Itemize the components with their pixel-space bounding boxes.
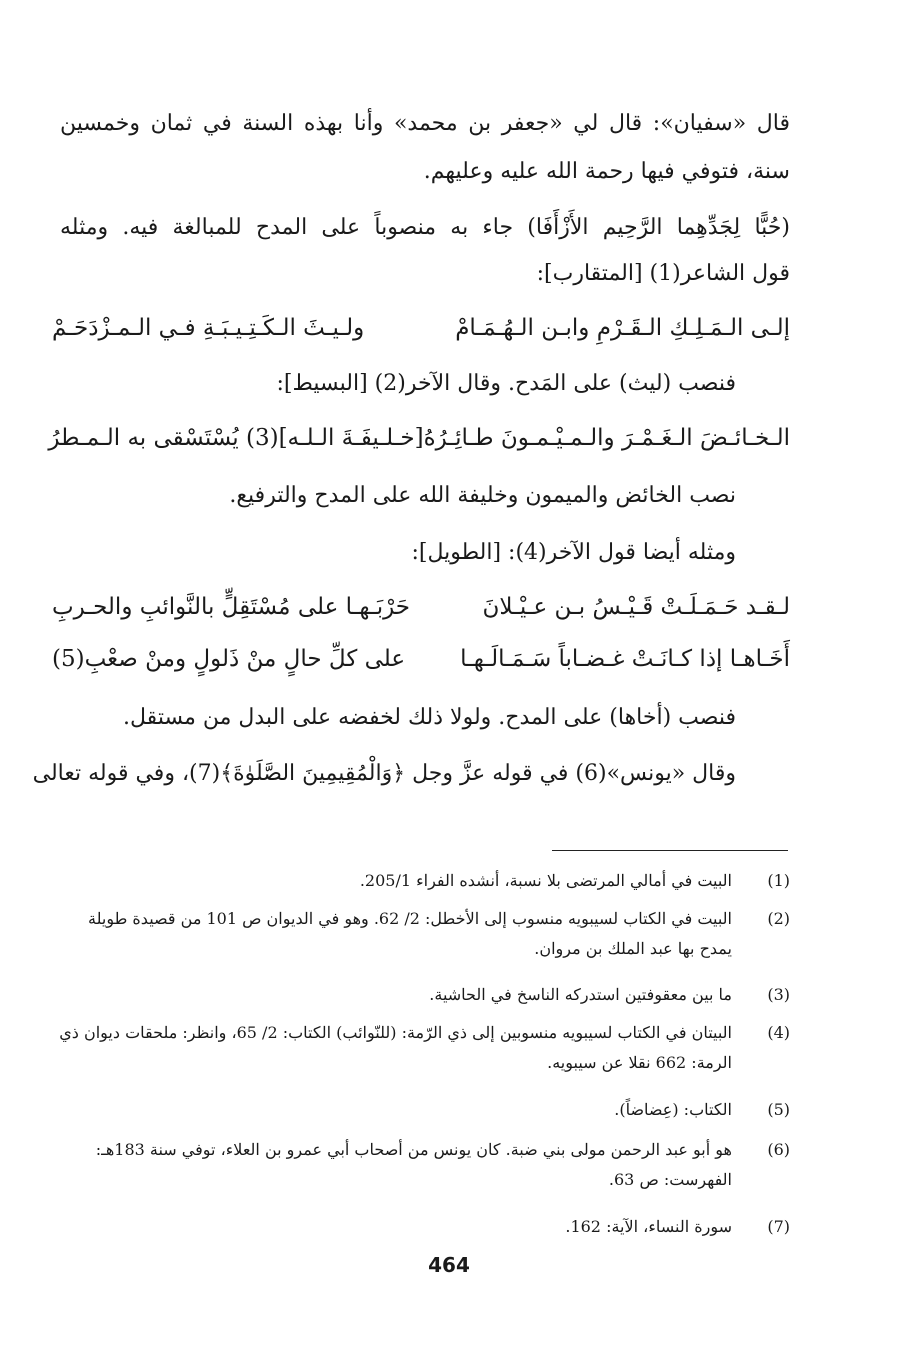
body-line-7: ومثله أيضا قول الآخر(4): [الطويل]:	[411, 540, 736, 565]
footnote-text: الكتاب: (عِضاضاً).	[614, 1100, 732, 1119]
body-line-3: (حُبًّا لِجَدِّهِما الرَّحِيم الأَزْأَفَا) جاء به منصوباً على المدح للمبالغة فيه. ومثله	[60, 215, 790, 240]
footnote-text: هو أبو عبد الرحمن مولى بني ضبة. كان يونس من أصحاب أبي عمرو بن العلاء، توفي سنة 183هـ: الفهرست: ص 63.	[95, 1140, 732, 1189]
footnote-number: (4)	[767, 1023, 790, 1042]
footnote-number: (6)	[767, 1140, 790, 1159]
verse-4	[52, 644, 790, 674]
footnote-6	[56, 1135, 790, 1195]
footnote-7	[56, 1212, 790, 1242]
footnote-text: البيتان في الكتاب لسيبويه منسوبين إلى ذي الرّمة: (للنّوائب) الكتاب: 2/ 65، وانظر: ملحقات ديوان ذي الرمة: 662 نقلا عن سيبويه.	[59, 1023, 732, 1072]
footnote-number: (3)	[767, 985, 790, 1004]
page-number: 464	[428, 1253, 470, 1277]
footnote-text: البيت في الكتاب لسيبويه منسوب إلى الأخطل: 2/ 62. وهو في الديوان ص 101 من قصيدة طويلة يمدح بها عبد الملك بن مروان.	[88, 909, 732, 958]
footnote-4	[56, 1018, 790, 1078]
footnote-text: سورة النساء، الآية: 162.	[565, 1217, 732, 1236]
footnote-1	[56, 866, 790, 896]
verse-4-second-hemistich: على كلِّ حالٍ منْ ذَلولٍ ومنْ صعْبِ(5)	[52, 646, 406, 672]
verse-2-second-hemistich: [خـلـيفَـةَ الـلـه](3) يُسْتَسْقى به الـمـطرُ	[48, 425, 424, 451]
verse-1-first-hemistich: إلـى الـمَـلِـكِ الـقَـرْمِ وابـن الـهُـمَـامْ	[455, 315, 790, 341]
body-line-5: فنصب (ليث) على المَدح. وقال الآخر(2) [البسيط]:	[276, 371, 736, 396]
footnote-number: (5)	[767, 1100, 790, 1119]
verse-3	[52, 592, 790, 622]
body-line-2: سنة، فتوفي فيها رحمة الله عليه وعليهم.	[423, 159, 790, 184]
verse-4-first-hemistich: أَخَـاهـا إذا كـانَـتْ غـضـاباً سَـمَـالَـهـا	[460, 646, 790, 672]
verse-3-second-hemistich: حَرْبَـهـا على مُسْتَقِلٍّ بالنَّوائبِ والحـربِ	[52, 594, 411, 620]
footnote-3	[56, 980, 790, 1010]
body-line-8: فنصب (أخاها) على المدح. ولولا ذلك لخفضه على البدل من مستقل.	[123, 705, 736, 730]
verse-3-first-hemistich: لـقـد حَـمَـلَـتْ قَـيْـسُ بـن عـيْـلانَ	[482, 594, 790, 620]
footnote-number: (2)	[767, 909, 790, 928]
verse-2	[48, 423, 790, 453]
footnote-text: البيت في أمالي المرتضى بلا نسبة، أنشده الفراء 205/1.	[359, 871, 732, 890]
body-line-6: نصب الخائض والميمون وخليفة الله على المدح والترفيع.	[229, 483, 736, 508]
body-line-4: قول الشاعر(1) [المتقارب]:	[536, 261, 790, 286]
footnote-2	[56, 904, 790, 964]
footnote-text: ما بين معقوفتين استدركه الناسخ في الحاشية.	[429, 985, 732, 1004]
footnote-divider	[552, 850, 788, 851]
verse-1-second-hemistich: ولـيـثَ الـكَـتِـيـبَـةِ فـي الـمـزْدَحَـمْ	[52, 315, 365, 341]
footnote-number: (1)	[767, 871, 790, 890]
body-line-1: قال «سفيان»: قال لي «جعفر بن محمد» وأنا بهذه السنة في ثمان وخمسين	[60, 111, 790, 136]
body-line-9: وقال «يونس»(6) في قوله عزَّ وجل ﴿وَالْمُقِيمِينَ الصَّلَوٰةَ﴾(7)، وفي قوله تعالى	[32, 761, 736, 786]
verse-1	[52, 313, 790, 343]
footnote-5	[56, 1095, 790, 1125]
footnote-number: (7)	[767, 1217, 790, 1236]
verse-2-first-hemistich: الـخـائـضَ الـغَـمْـرَ والـمـيْـمـونَ طـائِـرُهُ	[423, 425, 790, 451]
